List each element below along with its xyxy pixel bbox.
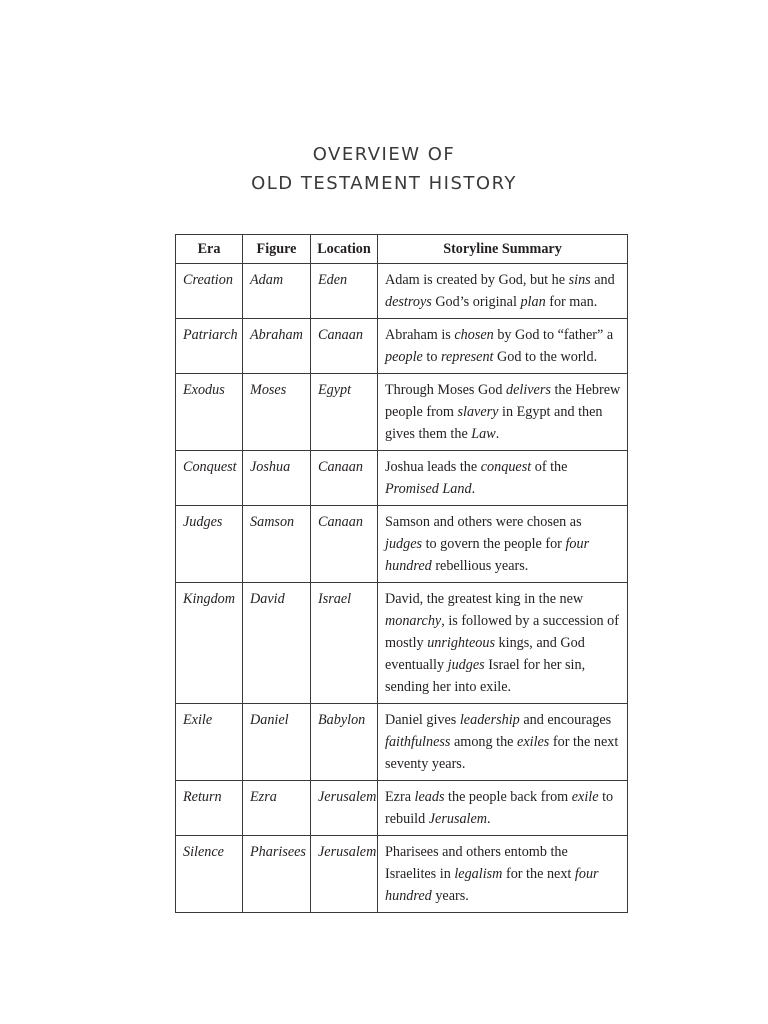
summary-cell (378, 264, 628, 319)
summary-text: for the next seventy years. (385, 734, 619, 772)
summary-emphasis: judges (385, 536, 423, 552)
figure-cell: Moses (243, 374, 311, 451)
summary-emphasis: conquest (480, 459, 532, 475)
table-row (176, 704, 628, 781)
table-header (176, 235, 628, 264)
summary-text: Daniel gives (385, 712, 460, 728)
table-row (176, 781, 628, 836)
summary-text: by God to “father” a (493, 327, 614, 343)
summary-text: in Egypt and then gives them the (385, 404, 603, 442)
summary-text: the Hebrew people from (385, 382, 621, 420)
summary-cell (378, 319, 628, 374)
summary-text: David, the greatest king in the new (385, 591, 584, 607)
table-row (176, 583, 628, 704)
summary-emphasis: four hundred (385, 866, 599, 904)
summary-text: Abraham is (385, 327, 455, 343)
summary-emphasis: unrighteous (427, 635, 495, 651)
era-cell: Silence (176, 836, 243, 913)
figure-cell: Ezra (243, 781, 311, 836)
column-header-figure: Figure (243, 235, 311, 264)
location-cell: Jerusalem (311, 781, 378, 836)
table-row (176, 264, 628, 319)
era-cell: Kingdom (176, 583, 243, 704)
summary-text: for man. (545, 294, 598, 310)
summary-text: . (471, 481, 476, 497)
figure-cell: Abraham (243, 319, 311, 374)
table-row (176, 451, 628, 506)
page-title (0, 140, 768, 198)
summary-text: of the (531, 459, 568, 475)
location-cell: Canaan (311, 506, 378, 583)
title-line-1: OVERVIEW OF (312, 144, 456, 165)
summary-emphasis: Promised Land (385, 481, 472, 497)
summary-emphasis: exiles (517, 734, 550, 750)
summary-text: to rebuild (385, 789, 614, 827)
summary-text: God’s original (431, 294, 521, 310)
summary-emphasis: chosen (454, 327, 494, 343)
summary-emphasis: monarchy (385, 613, 442, 629)
summary-emphasis: judges (447, 657, 485, 673)
summary-text: the people back from (444, 789, 572, 805)
summary-text: . (487, 811, 491, 827)
summary-cell (378, 506, 628, 583)
table-row (176, 319, 628, 374)
summary-text: Israel for her sin, sending her into exile. (385, 657, 586, 695)
era-cell: Return (176, 781, 243, 836)
era-cell: Patriarch (176, 319, 243, 374)
summary-emphasis: legalism (454, 866, 503, 882)
summary-emphasis: plan (520, 294, 546, 310)
location-cell: Eden (311, 264, 378, 319)
summary-text: Samson and others were chosen as (385, 514, 582, 530)
location-cell: Canaan (311, 451, 378, 506)
summary-cell (378, 451, 628, 506)
title-line-2: OLD TESTAMENT HISTORY (251, 173, 517, 194)
summary-emphasis: sins (568, 272, 591, 288)
location-cell: Jerusalem (311, 836, 378, 913)
summary-emphasis: four hundred (385, 536, 590, 574)
summary-text: Pharisees and others entomb the Israelites in (385, 844, 568, 882)
summary-emphasis: Jerusalem (428, 811, 488, 827)
summary-text: to (422, 349, 441, 365)
summary-emphasis: delivers (505, 382, 551, 398)
location-cell: Israel (311, 583, 378, 704)
summary-text: and (590, 272, 615, 288)
figure-cell: Joshua (243, 451, 311, 506)
figure-cell: Pharisees (243, 836, 311, 913)
summary-emphasis: represent (440, 349, 494, 365)
summary-cell (378, 781, 628, 836)
location-cell: Babylon (311, 704, 378, 781)
summary-cell (378, 583, 628, 704)
era-cell: Creation (176, 264, 243, 319)
summary-text: rebellious years. (431, 558, 529, 574)
figure-cell: Samson (243, 506, 311, 583)
header-row (176, 235, 628, 264)
location-cell: Egypt (311, 374, 378, 451)
table-row (176, 374, 628, 451)
summary-cell (378, 704, 628, 781)
history-table (175, 234, 628, 913)
summary-text: among the (450, 734, 518, 750)
summary-text: kings, and God eventually (385, 635, 585, 673)
column-header-era: Era (176, 235, 243, 264)
summary-text: , is followed by a succession of mostly (385, 613, 619, 651)
summary-emphasis: destroys (385, 294, 432, 310)
column-header-summary: Storyline Summary (378, 235, 628, 264)
figure-cell: Adam (243, 264, 311, 319)
era-cell: Conquest (176, 451, 243, 506)
era-cell: Judges (176, 506, 243, 583)
column-header-location: Location (311, 235, 378, 264)
era-cell: Exodus (176, 374, 243, 451)
table-row (176, 506, 628, 583)
table-body (176, 264, 628, 913)
summary-emphasis: exile (571, 789, 599, 805)
summary-text: to govern the people for (422, 536, 566, 552)
summary-cell (378, 836, 628, 913)
location-cell: Canaan (311, 319, 378, 374)
summary-text: years. (431, 888, 469, 904)
summary-emphasis: Law (471, 426, 496, 442)
summary-emphasis: faithfulness (385, 734, 451, 750)
summary-text: Through Moses God (385, 382, 506, 398)
summary-cell (378, 374, 628, 451)
summary-emphasis: leads (414, 789, 445, 805)
summary-text: Ezra (385, 789, 415, 805)
era-cell: Exile (176, 704, 243, 781)
table-row (176, 836, 628, 913)
summary-emphasis: leadership (459, 712, 520, 728)
figure-cell: Daniel (243, 704, 311, 781)
summary-text: . (495, 426, 500, 442)
summary-emphasis: slavery (457, 404, 499, 420)
summary-text: for the next (502, 866, 575, 882)
summary-text: Adam is created by God, but he (385, 272, 569, 288)
summary-emphasis: people (385, 349, 423, 365)
figure-cell: David (243, 583, 311, 704)
summary-text: Joshua leads the (385, 459, 481, 475)
summary-text: and encourages (519, 712, 612, 728)
summary-text: God to the world. (493, 349, 598, 365)
